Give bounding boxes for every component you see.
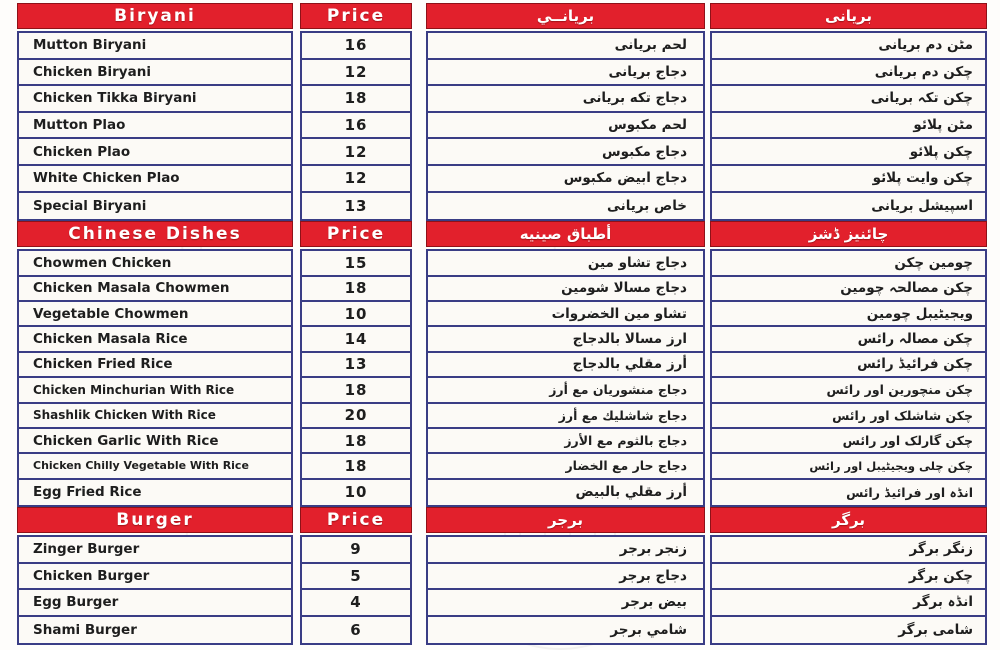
arabic-column — [426, 3, 705, 645]
biryani-item-1-arabic — [428, 33, 703, 60]
chinese-dishes-header-arabic: أطباق صينيه — [426, 221, 705, 247]
chinese-dishes-item-2-price — [302, 277, 410, 302]
dish-name-arabic: دجاج مكبوس — [602, 143, 687, 160]
dish-name-arabic: دجاج مسالا شومين — [561, 280, 687, 297]
dish-name-arabic: تشاو مين الخضروات — [551, 305, 687, 322]
biryani-item-5-urdu — [712, 139, 985, 166]
chinese-dishes-item-4-arabic — [428, 327, 703, 352]
dish-name-english: Chowmen Chicken — [33, 254, 172, 271]
price-value: 13 — [344, 355, 368, 374]
chinese-dishes-item-6-price — [302, 378, 410, 403]
biryani-item-7-english — [19, 193, 291, 220]
chinese-dishes-rows-urdu — [710, 249, 987, 507]
burger-item-2-arabic — [428, 564, 703, 591]
dish-name-english: Egg Burger — [33, 594, 119, 611]
chinese-dishes-item-1-arabic — [428, 251, 703, 276]
burger-header-price: Price — [300, 507, 412, 533]
dish-name-urdu: چکن مصالہ رائس — [857, 331, 973, 348]
dish-name-urdu: انڈہ برگر — [913, 594, 973, 611]
biryani-rows-english — [17, 31, 293, 221]
dish-name-arabic: دجاج شاشليك مع أرز — [558, 407, 687, 423]
price-value: 12 — [344, 169, 368, 188]
chinese-dishes-item-6-english — [19, 378, 291, 403]
dish-name-urdu: ویجیٹیبل چومین — [866, 305, 973, 322]
dish-name-arabic: دجاج برجر — [619, 567, 687, 584]
dish-name-urdu: زنگر برگر — [909, 541, 973, 558]
price-value: 18 — [344, 279, 368, 298]
chinese-dishes-item-9-price — [302, 454, 410, 479]
biryani-item-3-urdu — [712, 86, 985, 113]
dish-name-english: Chicken Tikka Biryani — [33, 90, 197, 107]
chinese-dishes-item-8-urdu — [712, 429, 985, 454]
dish-name-arabic: لحم مكبوس — [608, 117, 687, 134]
dish-name-urdu: مٹن پلائو — [913, 117, 973, 134]
dish-name-arabic: خاص بريانى — [607, 197, 687, 214]
dish-name-urdu: چکن مصالحہ چومین — [840, 280, 973, 297]
biryani-item-4-arabic — [428, 113, 703, 140]
dish-name-urdu: چکن پلائو — [909, 143, 973, 160]
biryani-item-2-arabic — [428, 60, 703, 87]
dish-name-urdu: چکن وایت پلائو — [872, 170, 973, 187]
dish-name-english: Chicken Plao — [33, 143, 131, 160]
biryani-item-6-urdu — [712, 166, 985, 193]
chinese-dishes-item-5-price — [302, 353, 410, 378]
biryani-item-7-urdu — [712, 193, 985, 220]
chinese-dishes-rows-arabic — [426, 249, 705, 507]
price-value: 12 — [344, 142, 368, 161]
burger-item-3-urdu — [712, 590, 985, 617]
chinese-dishes-item-3-price — [302, 302, 410, 327]
dish-name-english: Chicken Fried Rice — [33, 356, 173, 373]
dish-name-english: Chicken Biryani — [33, 63, 151, 80]
burger-item-2-english — [19, 564, 291, 591]
chinese-dishes-header-english: Chinese Dishes — [17, 221, 293, 247]
dish-name-arabic: دجاج بالثوم مع الأرز — [564, 433, 687, 449]
biryani-item-7-price — [302, 193, 410, 220]
chinese-dishes-item-4-price — [302, 327, 410, 352]
urdu-column — [710, 3, 987, 645]
chinese-dishes-item-7-urdu — [712, 404, 985, 429]
price-column — [300, 3, 412, 645]
price-value: 18 — [344, 431, 368, 450]
chinese-dishes-header-urdu: چائنیز ڈشز — [710, 221, 987, 247]
dish-name-english: Special Biryani — [33, 197, 147, 214]
burger-item-3-english — [19, 590, 291, 617]
chinese-dishes-item-2-english — [19, 277, 291, 302]
biryani-item-5-price — [302, 139, 410, 166]
price-value: 14 — [344, 330, 368, 349]
biryani-item-5-arabic — [428, 139, 703, 166]
burger-item-1-price — [302, 537, 410, 564]
chinese-dishes-item-1-english — [19, 251, 291, 276]
burger-item-2-urdu — [712, 564, 985, 591]
dish-name-urdu: اسپیشل بریانی — [871, 197, 973, 214]
dish-name-english: Chicken Masala Rice — [33, 331, 188, 348]
chinese-dishes-item-3-english — [19, 302, 291, 327]
chinese-dishes-item-9-english — [19, 454, 291, 479]
price-value: 5 — [350, 566, 362, 585]
biryani-header-arabic: بريانــي — [426, 3, 705, 29]
dish-name-english: Vegetable Chowmen — [33, 305, 189, 322]
dish-name-english: Chicken Masala Chowmen — [33, 280, 230, 297]
chinese-dishes-item-1-urdu — [712, 251, 985, 276]
price-value: 12 — [344, 62, 368, 81]
chinese-dishes-item-9-urdu — [712, 454, 985, 479]
burger-header-english: Burger — [17, 507, 293, 533]
biryani-item-1-price — [302, 33, 410, 60]
dish-name-arabic: شامي برجر — [610, 621, 687, 638]
biryani-header-urdu: بریانی — [710, 3, 987, 29]
burger-rows-price — [300, 535, 412, 645]
dish-name-english: Chicken Chilly Vegetable With Rice — [33, 459, 249, 473]
biryani-rows-price — [300, 31, 412, 221]
biryani-item-2-price — [302, 60, 410, 87]
chinese-dishes-item-7-english — [19, 404, 291, 429]
burger-header-arabic: برجر — [426, 507, 705, 533]
chinese-dishes-rows-price — [300, 249, 412, 507]
biryani-item-2-urdu — [712, 60, 985, 87]
dish-name-arabic: دجاج تكه بريانى — [582, 90, 687, 107]
burger-item-1-urdu — [712, 537, 985, 564]
biryani-item-3-price — [302, 86, 410, 113]
price-value: 9 — [350, 540, 362, 559]
price-value: 13 — [344, 196, 368, 215]
chinese-dishes-item-10-urdu — [712, 480, 985, 505]
dish-name-english: Shami Burger — [33, 621, 137, 638]
dish-name-english: Chicken Garlic With Rice — [33, 432, 219, 449]
chinese-dishes-item-10-arabic — [428, 480, 703, 505]
dish-name-english: Chicken Minchurian With Rice — [33, 382, 235, 397]
dish-name-urdu: چکن دم بریانی — [874, 63, 973, 80]
dish-name-english: Mutton Biryani — [33, 37, 147, 54]
biryani-item-4-urdu — [712, 113, 985, 140]
chinese-dishes-item-7-price — [302, 404, 410, 429]
chinese-dishes-item-4-english — [19, 327, 291, 352]
chinese-dishes-item-10-english — [19, 480, 291, 505]
biryani-item-4-price — [302, 113, 410, 140]
burger-rows-urdu — [710, 535, 987, 645]
biryani-item-7-arabic — [428, 193, 703, 220]
dish-name-urdu: مٹن دم بریانی — [878, 37, 973, 54]
burger-item-3-price — [302, 590, 410, 617]
chinese-dishes-item-8-arabic — [428, 429, 703, 454]
biryani-rows-arabic — [426, 31, 705, 221]
burger-rows-arabic — [426, 535, 705, 645]
burger-item-2-price — [302, 564, 410, 591]
chinese-dishes-item-10-price — [302, 480, 410, 505]
chinese-dishes-item-9-arabic — [428, 454, 703, 479]
chinese-dishes-item-5-arabic — [428, 353, 703, 378]
chinese-dishes-item-5-english — [19, 353, 291, 378]
burger-item-4-english — [19, 617, 291, 644]
price-value: 16 — [344, 116, 368, 135]
price-value: 16 — [344, 36, 368, 55]
chinese-dishes-item-2-urdu — [712, 277, 985, 302]
dish-name-urdu: انڈہ اور فرائیڈ رائس — [846, 484, 973, 500]
burger-rows-english — [17, 535, 293, 645]
chinese-dishes-item-1-price — [302, 251, 410, 276]
biryani-item-3-arabic — [428, 86, 703, 113]
dish-name-english: Chicken Burger — [33, 567, 150, 584]
chinese-dishes-item-6-arabic — [428, 378, 703, 403]
burger-item-4-arabic — [428, 617, 703, 644]
price-value: 15 — [344, 253, 368, 272]
dish-name-urdu: چکن فرائیڈ رائس — [857, 356, 973, 373]
chinese-dishes-rows-english — [17, 249, 293, 507]
price-value: 18 — [344, 456, 368, 475]
biryani-item-4-english — [19, 113, 291, 140]
burger-item-4-urdu — [712, 617, 985, 644]
dish-name-arabic: دجاج حار مع الخضار — [565, 458, 687, 474]
chinese-dishes-item-6-urdu — [712, 378, 985, 403]
biryani-item-2-english — [19, 60, 291, 87]
dish-name-urdu: چومین چکن — [894, 254, 973, 271]
biryani-item-1-urdu — [712, 33, 985, 60]
burger-item-1-arabic — [428, 537, 703, 564]
chinese-dishes-item-2-arabic — [428, 277, 703, 302]
chinese-dishes-item-8-price — [302, 429, 410, 454]
price-value: 10 — [344, 483, 368, 502]
price-value: 10 — [344, 304, 368, 323]
biryani-item-6-arabic — [428, 166, 703, 193]
price-value: 18 — [344, 380, 368, 399]
price-value: 20 — [344, 406, 368, 425]
dish-name-arabic: بيض برجر — [621, 594, 687, 611]
dish-name-arabic: دجاج منشوريان مع أرز — [549, 382, 687, 398]
chinese-dishes-item-8-english — [19, 429, 291, 454]
dish-name-english: Mutton Plao — [33, 117, 126, 134]
dish-name-arabic: دجاج تشاو مين — [587, 254, 687, 271]
biryani-item-3-english — [19, 86, 291, 113]
chinese-dishes-item-4-urdu — [712, 327, 985, 352]
biryani-header-price: Price — [300, 3, 412, 29]
burger-item-4-price — [302, 617, 410, 644]
dish-name-english: White Chicken Plao — [33, 170, 180, 187]
dish-name-urdu: چکن شاشلک اور رائس — [832, 407, 973, 423]
dish-name-arabic: دجاج ابيض مكبوس — [563, 170, 687, 187]
biryani-item-6-english — [19, 166, 291, 193]
price-value: 18 — [344, 89, 368, 108]
dish-name-arabic: ارز مسالا بالدجاج — [572, 331, 687, 348]
dish-name-english: Zinger Burger — [33, 541, 140, 558]
chinese-dishes-item-5-urdu — [712, 353, 985, 378]
dish-name-arabic: دجاج بريانى — [608, 63, 687, 80]
chinese-dishes-header-price: Price — [300, 221, 412, 247]
dish-name-urdu: چکن تکہ بریانی — [870, 90, 973, 107]
dish-name-urdu: چکن چلی ویجیٹیبل اور رائس — [809, 458, 973, 473]
burger-header-urdu: برگر — [710, 507, 987, 533]
biryani-header-english: Biryani — [17, 3, 293, 29]
burger-item-3-arabic — [428, 590, 703, 617]
chinese-dishes-item-3-arabic — [428, 302, 703, 327]
dish-name-urdu: چکن گارلک اور رائس — [842, 433, 973, 449]
biryani-item-5-english — [19, 139, 291, 166]
burger-item-1-english — [19, 537, 291, 564]
price-value: 4 — [350, 593, 362, 612]
dish-name-english: Shashlik Chicken With Rice — [33, 408, 216, 423]
dish-name-urdu: چکن برگر — [908, 567, 973, 584]
english-column — [17, 3, 293, 645]
biryani-item-6-price — [302, 166, 410, 193]
dish-name-arabic: زنجر برجر — [619, 541, 687, 558]
dish-name-english: Egg Fried Rice — [33, 484, 142, 501]
dish-name-arabic: لحم بريانى — [614, 37, 687, 54]
dish-name-arabic: أرز مقلي بالبيض — [575, 484, 687, 501]
price-value: 6 — [350, 620, 362, 639]
dish-name-arabic: أرز مقلي بالدجاج — [572, 356, 687, 373]
biryani-rows-urdu — [710, 31, 987, 221]
biryani-item-1-english — [19, 33, 291, 60]
dish-name-urdu: شامی برگر — [898, 621, 973, 638]
dish-name-urdu: چکن منچورین اور رائس — [826, 382, 973, 398]
chinese-dishes-item-7-arabic — [428, 404, 703, 429]
chinese-dishes-item-3-urdu — [712, 302, 985, 327]
